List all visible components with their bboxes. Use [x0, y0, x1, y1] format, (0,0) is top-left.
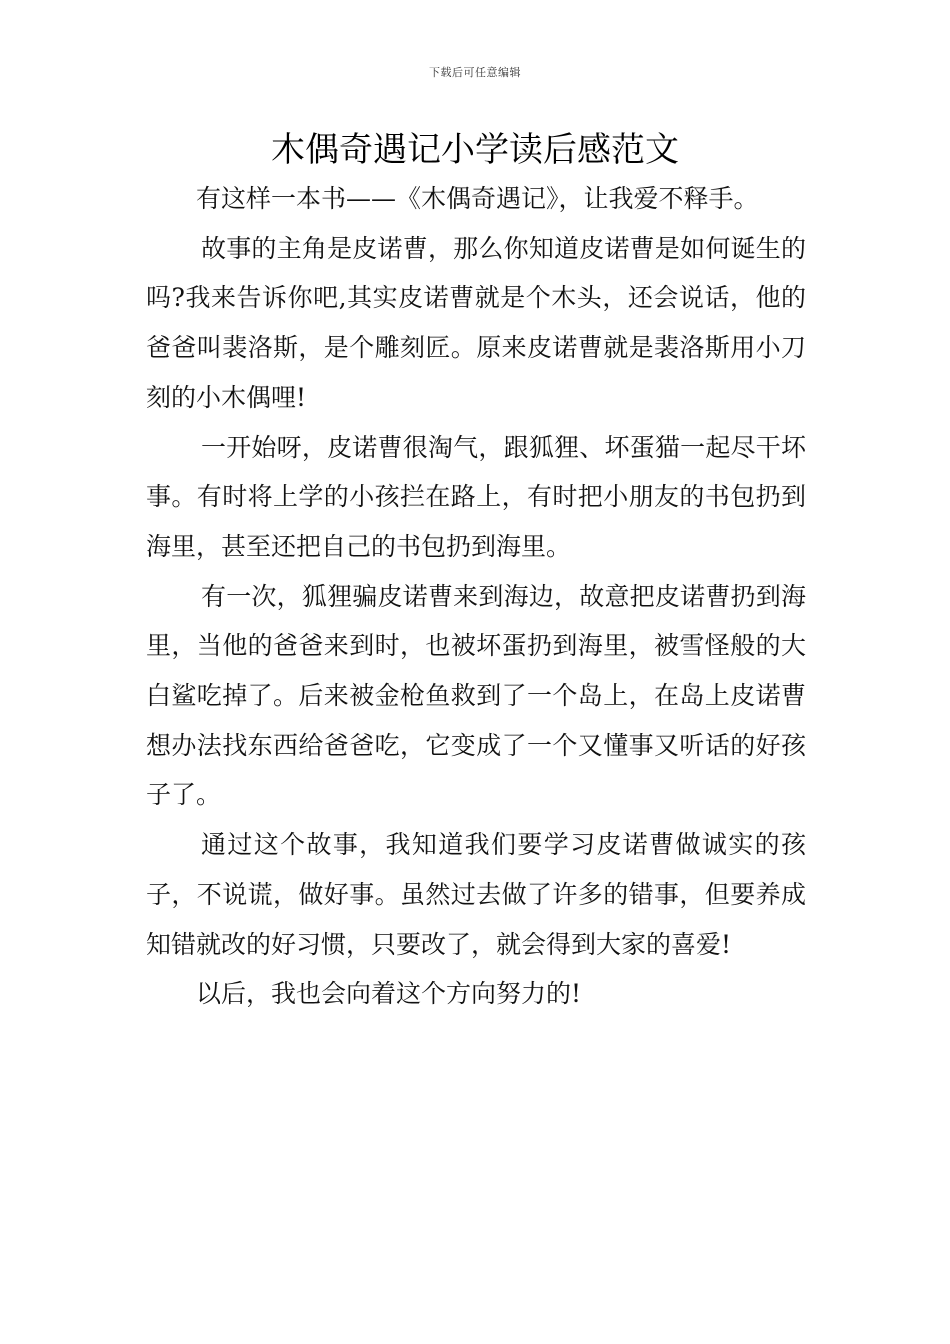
header-note: 下载后可任意编辑	[429, 66, 521, 79]
paragraph-protagonist: 故事的主角是皮诺曹，那么你知道皮诺曹是如何诞生的吗?我来告诉你吧,其实皮诺曹就是个木头，还会说话，他的爸爸叫裴洛斯，是个雕刻匠。原来皮诺曹就是裴洛斯用小刀刻的小木偶哩!	[146, 233, 806, 412]
document-body	[146, 174, 806, 1019]
paragraph-mischief: 一开始呀，皮诺曹很淘气，跟狐狸、坏蛋猫一起尽干坏事。有时将上学的小孩拦在路上，有时把小朋友的书包扔到海里，甚至还把自己的书包扔到海里。	[146, 432, 806, 561]
paragraph-intro: 有这样一本书——《木偶奇遇记》，让我爱不释手。	[196, 184, 759, 213]
paragraph-conclusion: 以后，我也会向着这个方向努力的!	[196, 979, 582, 1009]
paragraph-sea-adventure: 有一次，狐狸骗皮诺曹来到海边，故意把皮诺曹扔到海里，当他的爸爸来到时，也被坏蛋扔到海里，被雪怪般的大白鲨吃掉了。后来被金枪鱼救到了一个岛上，在岛上皮诺曹想办法找东西给爸爸吃，它变成了一个又懂事又听话的好孩子了。	[146, 581, 806, 810]
document-title: 木偶奇遇记小学读后感范文	[271, 130, 679, 170]
paragraph-lesson: 通过这个故事，我知道我们要学习皮诺曹做诚实的孩子，不说谎，做好事。虽然过去做了许多的错事，但要养成知错就改的好习惯，只要改了，就会得到大家的喜爱!	[146, 830, 806, 959]
